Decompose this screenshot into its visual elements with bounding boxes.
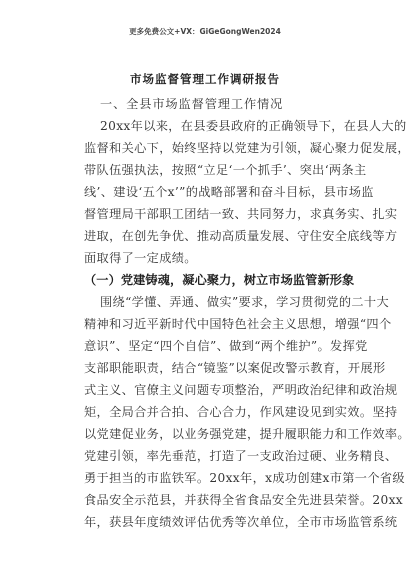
paragraph-line: 围绕“学懂、弄通、做实”要求，学习贯彻党的二十大	[100, 295, 389, 309]
paragraph-line: 食品安全示范县，并获得全省食品安全先进县荣誉。20xx	[84, 493, 404, 507]
paragraph-line: 督管理局干部职工团结一致、共同努力，求真务实、扎实	[84, 207, 398, 221]
paragraph-line: 精神和习近平新时代中国特色社会主义思想，增强“四个	[84, 317, 392, 331]
paragraph-line: 意识”、坚定“四个自信”、做到“两个维护”。发挥党	[84, 339, 368, 353]
section-heading: 一、全县市场监督管理工作情况	[100, 97, 284, 111]
paragraph-line: 式主义、官僚主义问题专项整治，严明政治纪律和政治规	[84, 383, 398, 397]
paragraph-line: 线’、建设‘五个x’”的战略部署和奋斗目标，县市场监	[84, 185, 374, 199]
paragraph-line: 监督和关心下，始终坚持以党建为引领，凝心聚力促发展，	[84, 141, 410, 155]
document-title: 市场监督管理工作调研报告	[130, 72, 280, 86]
paragraph-line: 矩，全局合并合拍、合心合力，作风建设见到实效。坚持	[84, 405, 398, 419]
document-body	[84, 93, 410, 533]
subsection-heading: （一）党建铸魂，凝心聚力，树立市场监管新形象	[84, 273, 355, 287]
paragraph-line: 以党建促业务，以业务强党建，提升履职能力和工作效率。	[84, 427, 410, 441]
paragraph-line: 党建引领，率先垂范，打造了一支政治过硬、业务精良、	[84, 449, 398, 463]
paragraph-line: 支部职能职责，结合“镜鉴”以案促改警示教育，开展形	[84, 361, 386, 375]
paragraph-line: 年，获县年度绩效评估优秀等次单位，全市市场监管系统	[84, 515, 398, 529]
paragraph-line: 进取，在创先争优、推动高质量发展、守住安全底线等方	[84, 229, 398, 243]
paragraph-line: 勇于担当的市监铁军。20xx年，x成功创建x市第一个省级	[84, 471, 405, 485]
page-header: 更多免费公文+VX：GiGeGongWen2024	[129, 27, 281, 36]
paragraph-line: 面取得了一定成绩。	[84, 251, 197, 265]
paragraph-line: 带队伍强执法，按照“立足‘一个抓手’、突出‘两条主	[84, 163, 367, 177]
paragraph-line: 20xx年以来，在县委县政府的正确领导下，在县人大的	[100, 119, 407, 133]
